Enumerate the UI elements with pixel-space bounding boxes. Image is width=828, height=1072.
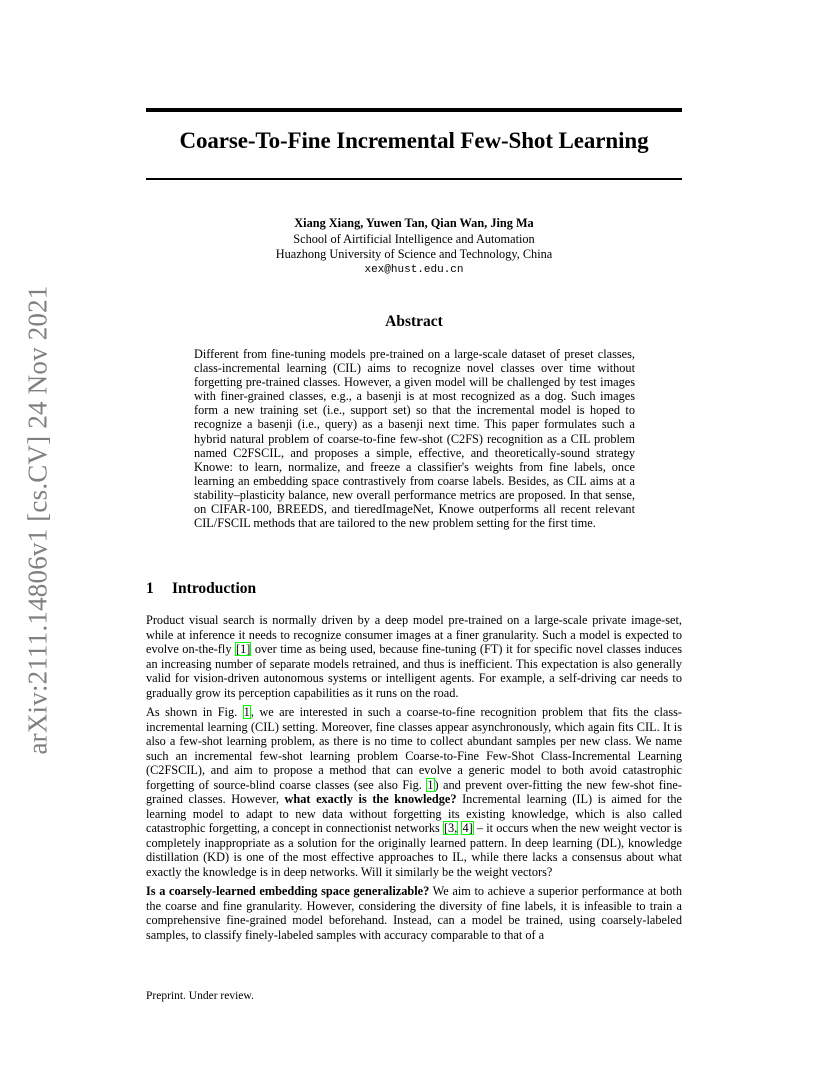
affiliation-university: Huazhong University of Science and Technology, China [275, 247, 553, 262]
text-run: , we are interested in such a coarse-to-fine recognition problem that fits the class-incremental learning (CIL) setting. Moreover, fine classes appear asynchronously, which again fits CIL. It is also a few-shot learning problem, as there is no time to collect abundant samples per new class. We name such an incremental few-shot learning problem Coarse-to-Fine Few-Shot Class-Incremental Learning (C2FSCIL), and aim to propose a method that can evolve a generic model to both avoid catastrophic forgetting of source-blind coarse classes (see also Fig. [146, 705, 682, 792]
affiliation-school: School of Airtificial Intelligence and Automation [293, 231, 535, 246]
paragraph-1 [146, 613, 682, 700]
footer-note: Preprint. Under review. [146, 990, 254, 1002]
section-heading [146, 580, 256, 598]
abstract-heading: Abstract [385, 313, 443, 330]
section-title: Introduction [172, 580, 257, 597]
bold-phrase: Is a coarsely-learned embedding space generalizable? [146, 884, 430, 898]
figure-link[interactable]: 1 [243, 705, 250, 719]
author-email: xex@hust.edu.cn [364, 264, 464, 277]
citation-link[interactable]: 4] [462, 821, 473, 835]
body-text [146, 613, 682, 947]
text-run: As shown in Fig. [146, 705, 243, 719]
text-run: over time as being used, because fine-tuning (FT) it for specific novel classes induces an increasing number of separate models retrained, and thus is inefficient. This expectation is also generally valid for vision-driven autonomous systems or intelligent agents. For example, a self-driving car needs to gradually grow its perception capabilities as it runs on the road. [146, 642, 682, 700]
paper-title: Coarse-To-Fine Incremental Few-Shot Learning [179, 128, 649, 153]
paragraph-2 [146, 705, 682, 879]
citation-link[interactable]: [3, [443, 821, 458, 835]
abstract-text: Different from fine-tuning models pre-trained on a large-scale dataset of preset classes, class-incremental learning (CIL) aims to recognize novel classes over time without forgetting pre-trained classes. However, a given model will be challenged by test images with finer-grained classes, e.g., a basenji is at most recognized as a dog. Such images form a new training set (i.e., support set) so that the incremental model is hoped to recognize a basenji (i.e., query) as a basenji next time. This paper formulates such a hybrid natural problem of coarse-to-fine few-shot (C2FS) recognition as a CIL problem named C2FSCIL, and proposes a simple, effective, and theoretically-sound strategy Knowe: to learn, normalize, and freeze a classifier's weights from fine labels, once learning an embedding space contrastively from coarse labels. Besides, as CIL aims at a stability–plasticity balance, new overall performance metrics are proposed. In that sense, on CIFAR-100, BREEDS, and tieredImageNet, Knowe outperforms all recent relevant CIL/FSCIL methods that are tailored to the new problem setting for the first time. [194, 347, 635, 531]
text-run: Incremental learning (IL) is aimed for the learning model to adapt to new data without forgetting its existing knowledge, which is also called catastrophic forgetting, a concept in connectionist networks [146, 792, 683, 835]
title-rule-top [146, 108, 682, 112]
figure-link[interactable]: 1 [427, 777, 434, 792]
section-number: 1 [146, 580, 154, 597]
bold-phrase: what exactly is the knowledge? [284, 792, 457, 806]
citation-link[interactable]: [1] [235, 642, 251, 656]
text-run: – it occurs when the new weight vector is completely inappropriate as a solution for the originally learned pattern. In deep learning (DL), knowledge distillation (KD) is one of the most effective approaches to IL, while there lacks a consensus about what exactly the knowledge is in deep networks. Will it similarly be the weight vectors? [146, 821, 682, 879]
paragraph-3 [146, 884, 682, 942]
title-rule-bottom [146, 178, 682, 180]
text-run: We aim to achieve a superior performance at both the coarse and fine granularity. However, considering the diversity of fine labels, it is infeasible to train a comprehensive fine-grained model beforehand. Instead, can a model be trained, using coarsely-labeled samples, to classify finely-labeled samples with accuracy comparable to that of a [146, 884, 682, 942]
text-run: Product visual search is normally driven by a deep model pre-trained on a large-scale private image-set, while at inference it needs to recognize consumer images at a finer granularity. Such a model is expected to evolve on-the-fly [146, 613, 682, 656]
text-run: ) and prevent over-fitting the new few-shot fine-grained classes. However, [146, 777, 682, 806]
author-names: Xiang Xiang, Yuwen Tan, Qian Wan, Jing Ma [294, 216, 534, 230]
author-block [146, 216, 682, 279]
